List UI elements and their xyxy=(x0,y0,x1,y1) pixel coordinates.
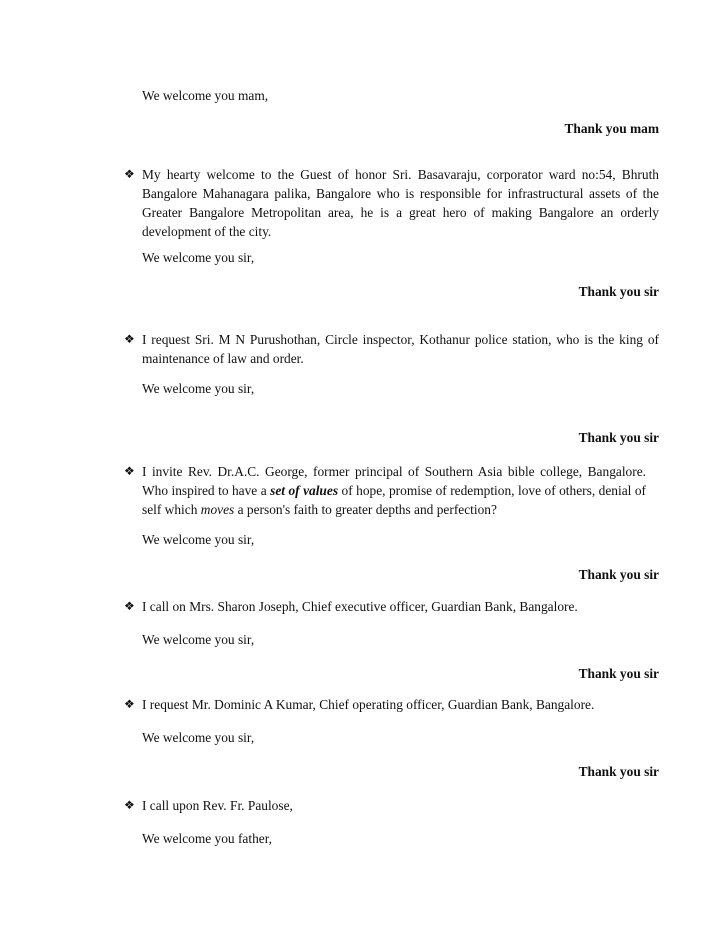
welcome-line: We welcome you mam, xyxy=(142,88,269,103)
welcome-line: We welcome you sir, xyxy=(142,532,255,547)
thanks-line: Thank you sir xyxy=(578,284,659,299)
diamond-bullet-icon: ❖ xyxy=(124,167,135,181)
thanks-line: Thank you sir xyxy=(578,666,659,681)
diamond-bullet-icon: ❖ xyxy=(124,697,135,711)
paragraph: My hearty welcome to the Guest of honor Sri. Basavaraju, corporator ward no:54, Bhruth Bangalore Mahanagara palika, Bangalore who is responsible for infrastructural assets of the Greater Bangalore Metropolitan area, he is a great hero of making Bangalore an orderly development of the city. xyxy=(142,167,659,239)
welcome-line: We welcome you sir, xyxy=(142,730,255,745)
welcome-line: We welcome you father, xyxy=(142,831,273,846)
diamond-bullet-icon: ❖ xyxy=(124,599,135,613)
diamond-bullet-icon: ❖ xyxy=(124,798,135,812)
thanks-line: Thank you sir xyxy=(578,430,659,445)
thanks-line: Thank you sir xyxy=(578,764,659,779)
paragraph: I request Sri. M N Purushothan, Circle inspector, Kothanur police station, who is the king of maintenance of law and order. xyxy=(142,332,659,366)
welcome-line: We welcome you sir, xyxy=(142,250,255,265)
emphasis-italic: moves xyxy=(200,502,235,517)
diamond-bullet-icon: ❖ xyxy=(124,464,135,478)
thanks-line: Thank you sir xyxy=(578,567,659,582)
paragraph: I call on Mrs. Sharon Joseph, Chief executive officer, Guardian Bank, Bangalore. xyxy=(142,599,578,614)
paragraph xyxy=(142,462,646,519)
paragraph-text: of hope, promise of redemption, love of others, denial of self which xyxy=(142,483,646,517)
welcome-line: We welcome you sir, xyxy=(142,632,255,647)
emphasis-bold-italic: set of values xyxy=(270,483,339,498)
paragraph-text: I invite Rev. Dr.A.C. George, former principal of Southern Asia bible college, Bangalore. Who inspired to have a xyxy=(142,464,646,498)
paragraph-text: a person's faith to greater depths and perfection? xyxy=(237,502,497,517)
paragraph: I call upon Rev. Fr. Paulose, xyxy=(142,798,293,813)
paragraph: I request Mr. Dominic A Kumar, Chief operating officer, Guardian Bank, Bangalore. xyxy=(142,697,595,712)
welcome-line: We welcome you sir, xyxy=(142,381,255,396)
thanks-line: Thank you mam xyxy=(564,121,659,136)
diamond-bullet-icon: ❖ xyxy=(124,332,135,346)
